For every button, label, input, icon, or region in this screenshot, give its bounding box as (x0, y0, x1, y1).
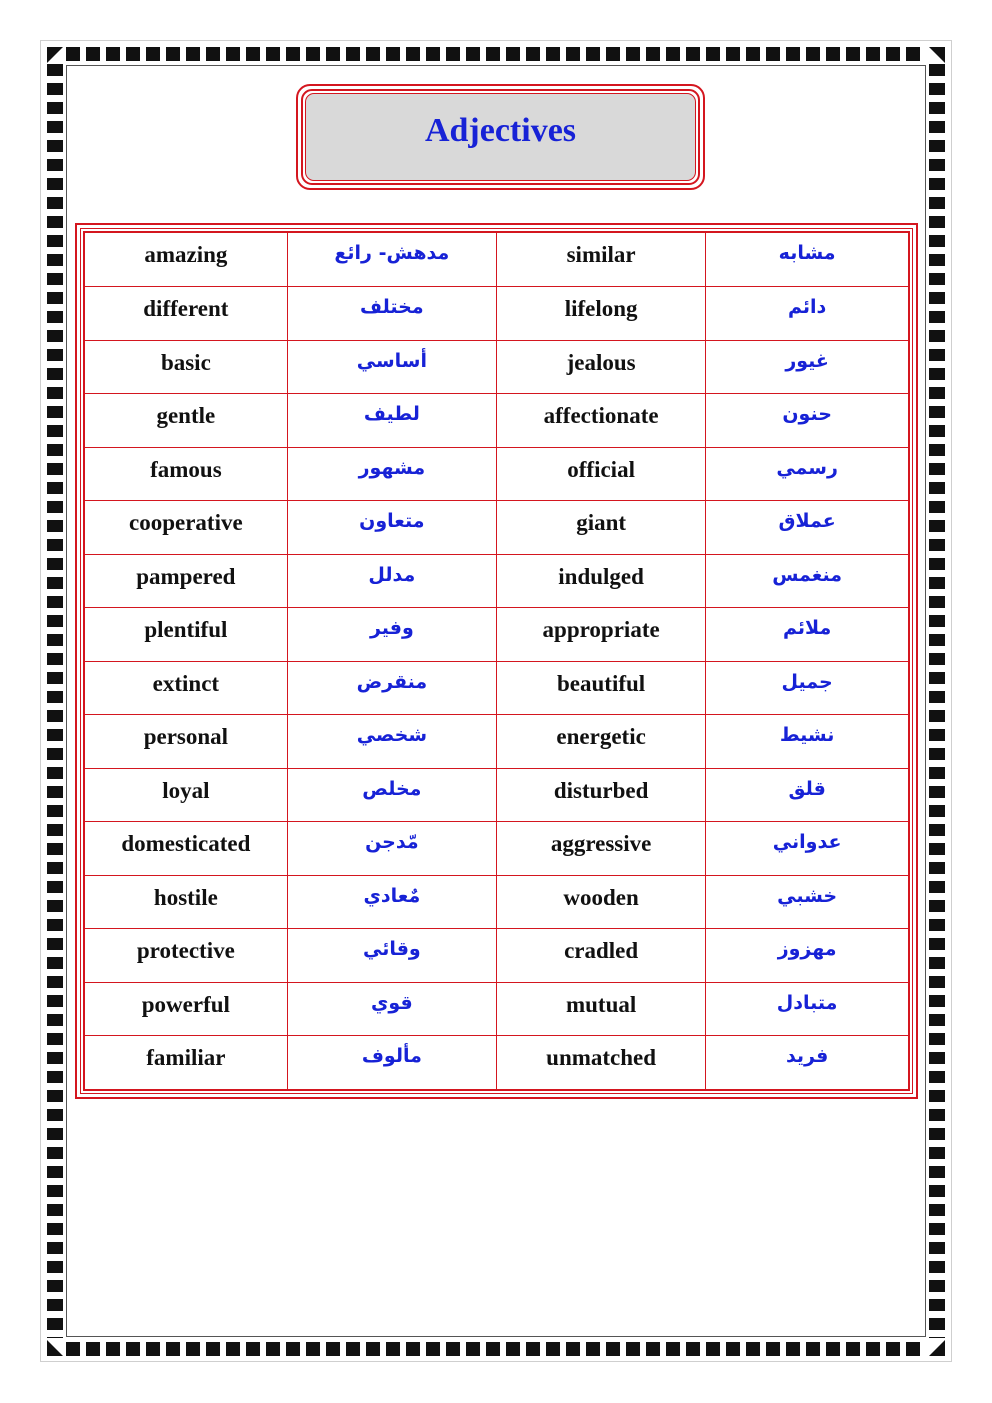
english-word-cell (85, 340, 287, 394)
arabic-word: خشبي (777, 884, 838, 907)
english-word-cell (496, 929, 705, 983)
frame-corner-top-right (929, 47, 945, 63)
title-box (296, 84, 705, 190)
table-row (85, 233, 908, 287)
english-word-cell (496, 875, 705, 929)
arabic-word: مدهش- رائع (334, 242, 450, 264)
arabic-translation-cell (706, 554, 908, 608)
english-word-cell (85, 554, 287, 608)
arabic-translation-cell (706, 608, 908, 662)
english-word: powerful (141, 991, 230, 1017)
arabic-word: فريد (785, 1045, 829, 1067)
table-row (85, 287, 908, 341)
arabic-word: أساسي (356, 349, 427, 372)
english-word: cooperative (129, 510, 243, 535)
english-word: wooden (563, 884, 639, 910)
english-word: loyal (162, 777, 210, 803)
arabic-word: قلق (788, 777, 826, 800)
english-word: aggressive (550, 831, 652, 856)
vocabulary-table-body (85, 233, 908, 1089)
english-word-cell (496, 982, 705, 1036)
table-row (85, 715, 908, 769)
english-word: appropriate (542, 617, 660, 642)
arabic-translation-cell (287, 394, 496, 448)
arabic-translation-cell (287, 822, 496, 876)
arabic-word: ملائم (783, 617, 832, 639)
english-word-cell (496, 394, 705, 448)
arabic-translation-cell (706, 768, 908, 822)
english-word-cell (85, 929, 287, 983)
frame-border-right (929, 64, 945, 1338)
arabic-word: مٌعادي (363, 884, 421, 907)
frame-border-top (66, 47, 926, 61)
table-row (85, 447, 908, 501)
english-word-cell (496, 287, 705, 341)
table-row (85, 1036, 908, 1090)
english-word: cradled (564, 938, 639, 963)
arabic-translation-cell (706, 287, 908, 341)
english-word: domesticated (121, 831, 251, 856)
table-row (85, 608, 908, 662)
table-row (85, 982, 908, 1036)
english-word: personal (143, 724, 229, 749)
vocabulary-table-frame (75, 223, 918, 1099)
arabic-word: لطيف (363, 403, 420, 425)
english-word-cell (85, 768, 287, 822)
english-word-cell (85, 608, 287, 662)
english-word: jealous (566, 349, 636, 375)
arabic-word: مدلل (368, 563, 416, 586)
arabic-word: مهزوز (777, 938, 837, 960)
table-row (85, 501, 908, 555)
english-word-cell (85, 287, 287, 341)
english-word: official (567, 456, 635, 482)
table-row (85, 822, 908, 876)
arabic-translation-cell (287, 768, 496, 822)
english-word-cell (85, 982, 287, 1036)
arabic-word: متبادل (776, 991, 838, 1014)
table-row (85, 929, 908, 983)
arabic-word: مألوف (361, 1045, 422, 1067)
arabic-translation-cell (706, 394, 908, 448)
english-word-cell (85, 447, 287, 501)
arabic-word: رسمي (776, 456, 838, 479)
arabic-translation-cell (706, 982, 908, 1036)
english-word: mutual (565, 991, 637, 1017)
arabic-word: متعاون (359, 510, 425, 532)
arabic-word: نشيط (779, 724, 835, 746)
english-word-cell (85, 715, 287, 769)
english-word-cell (496, 340, 705, 394)
frame-corner-bottom-right (929, 1340, 945, 1356)
arabic-translation-cell (706, 447, 908, 501)
english-word: hostile (153, 884, 218, 910)
english-word-cell (85, 394, 287, 448)
english-word: basic (160, 349, 211, 375)
english-word-cell (496, 447, 705, 501)
frame-corner-bottom-left (47, 1340, 63, 1356)
arabic-translation-cell (706, 340, 908, 394)
english-word-cell (496, 768, 705, 822)
arabic-word: مّدجن (365, 831, 419, 853)
arabic-translation-cell (287, 661, 496, 715)
arabic-translation-cell (706, 929, 908, 983)
arabic-translation-cell (287, 875, 496, 929)
english-word-cell (85, 501, 287, 555)
english-word: pampered (136, 563, 236, 589)
arabic-translation-cell (287, 608, 496, 662)
english-word: plentiful (144, 617, 228, 642)
english-word: gentle (156, 403, 216, 428)
frame-border-left (47, 64, 63, 1338)
arabic-translation-cell (706, 875, 908, 929)
english-word-cell (85, 822, 287, 876)
english-word-cell (496, 554, 705, 608)
arabic-translation-cell (287, 929, 496, 983)
arabic-word: قوي (370, 991, 413, 1014)
table-row (85, 875, 908, 929)
table-row (85, 340, 908, 394)
arabic-word: عملاق (778, 510, 836, 532)
arabic-word: دائم (787, 296, 827, 318)
english-word: similar (566, 242, 636, 267)
english-word: amazing (144, 242, 228, 267)
english-word-cell (85, 875, 287, 929)
table-row (85, 661, 908, 715)
arabic-translation-cell (287, 233, 496, 287)
english-word: famous (150, 456, 222, 482)
arabic-word: وقائي (362, 938, 421, 960)
arabic-translation-cell (287, 340, 496, 394)
english-word: energetic (556, 724, 646, 749)
english-word-cell (496, 661, 705, 715)
vocabulary-table (85, 233, 908, 1089)
arabic-translation-cell (706, 233, 908, 287)
arabic-word: مشهور (358, 456, 426, 479)
english-word-cell (496, 822, 705, 876)
english-word-cell (496, 233, 705, 287)
arabic-word: شخصي (356, 724, 428, 746)
english-word-cell (496, 715, 705, 769)
english-word: lifelong (564, 296, 638, 321)
english-word: affectionate (543, 403, 659, 428)
arabic-translation-cell (287, 501, 496, 555)
table-row (85, 394, 908, 448)
arabic-word: منغمس (772, 563, 843, 586)
english-word-cell (85, 233, 287, 287)
arabic-word: غيور (785, 349, 829, 372)
table-row (85, 768, 908, 822)
frame-border-bottom (66, 1342, 926, 1356)
english-word-cell (496, 608, 705, 662)
english-word: beautiful (557, 670, 646, 696)
english-word-cell (85, 661, 287, 715)
english-word: different (143, 296, 229, 321)
arabic-word: وفير (369, 617, 414, 639)
english-word: disturbed (553, 777, 649, 803)
arabic-translation-cell (287, 554, 496, 608)
english-word: protective (136, 938, 235, 963)
arabic-word: مشابه (778, 242, 836, 264)
arabic-translation-cell (706, 822, 908, 876)
arabic-translation-cell (287, 1036, 496, 1090)
arabic-translation-cell (287, 715, 496, 769)
arabic-word: عدواني (772, 831, 842, 853)
english-word-cell (496, 501, 705, 555)
english-word-cell (85, 1036, 287, 1090)
frame-corner-top-left (47, 47, 63, 63)
arabic-translation-cell (706, 1036, 908, 1090)
arabic-word: مخلص (362, 777, 422, 800)
arabic-translation-cell (706, 715, 908, 769)
arabic-word: جميل (781, 670, 833, 693)
english-word: giant (576, 510, 627, 535)
english-word-cell (496, 1036, 705, 1090)
arabic-translation-cell (287, 982, 496, 1036)
arabic-translation-cell (287, 447, 496, 501)
arabic-word: مختلف (360, 296, 424, 318)
page-title: Adjectives (424, 112, 577, 149)
english-word: extinct (152, 670, 220, 696)
arabic-word: منقرض (356, 670, 428, 693)
english-word: unmatched (546, 1045, 657, 1070)
arabic-translation-cell (706, 661, 908, 715)
english-word: familiar (146, 1045, 226, 1070)
arabic-word: حنون (782, 403, 832, 425)
arabic-translation-cell (287, 287, 496, 341)
arabic-translation-cell (706, 501, 908, 555)
table-row (85, 554, 908, 608)
english-word: indulged (558, 563, 644, 589)
